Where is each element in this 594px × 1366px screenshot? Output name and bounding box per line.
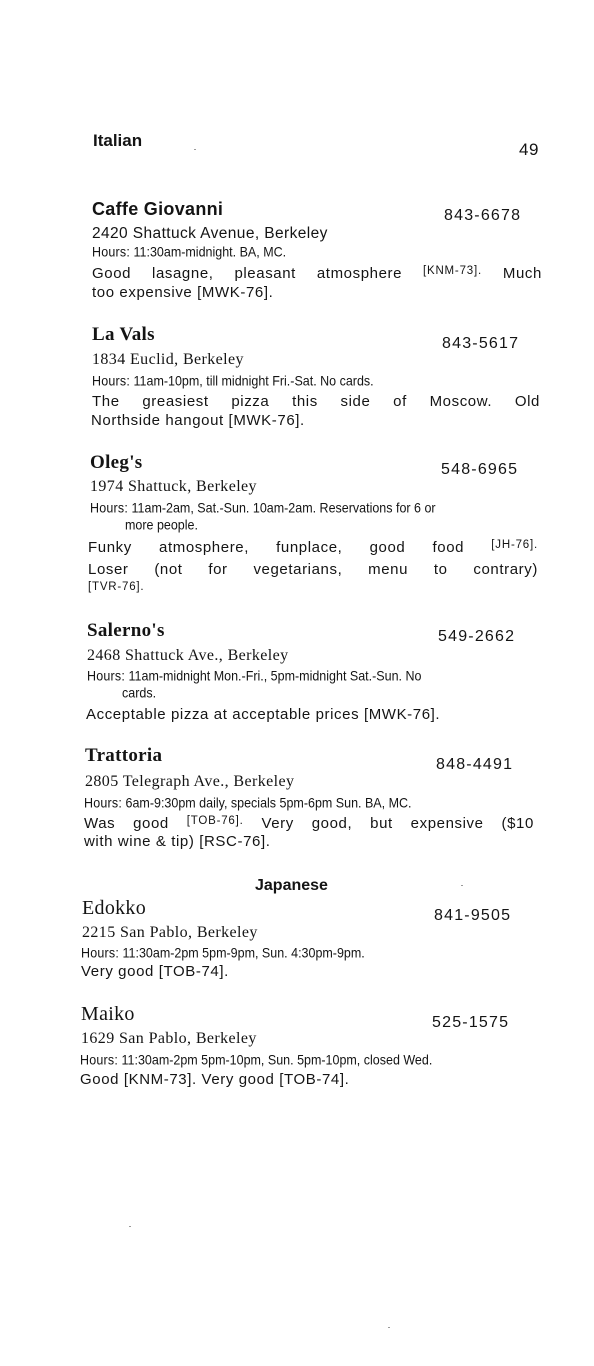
review-word: Good <box>92 265 132 282</box>
review-word: for <box>208 561 228 578</box>
review-word: funplace, <box>276 539 343 556</box>
restaurant-phone: 549-2662 <box>438 628 516 645</box>
review-word: ($10 <box>501 815 534 832</box>
restaurant-phone: 843-6678 <box>444 207 522 224</box>
review-word: vegetarians, <box>253 561 343 578</box>
review-line: Northside hangout [MWK-76]. <box>91 412 305 429</box>
review-word: side <box>340 393 371 410</box>
review-word: Was <box>84 815 116 832</box>
restaurant-phone: 548-6965 <box>441 461 519 478</box>
review-word: good, <box>311 815 353 832</box>
hours-text: 11:30am-midnight. BA, MC. <box>133 244 287 260</box>
hours-label: Hours: <box>90 500 129 516</box>
scan-speck <box>129 1226 131 1227</box>
hours-label: Hours: <box>81 945 120 961</box>
restaurant-phone: 525-1575 <box>432 1014 510 1031</box>
hours-text: 6am-9:30pm daily, specials 5pm-6pm Sun. BA, MC. <box>125 795 412 811</box>
hours-text: 11am-10pm, till midnight Fri.-Sat. No cards. <box>133 373 374 389</box>
review-word: [TOB-76]. <box>186 815 244 827</box>
review-word: [KNM-73]. <box>422 265 482 277</box>
page-number: 49 <box>519 140 539 159</box>
restaurant-hours <box>92 244 286 260</box>
restaurant-address: 1629 San Pablo, Berkeley <box>81 1030 257 1047</box>
review-word: expensive <box>410 815 484 832</box>
review-word: good <box>369 539 406 556</box>
hours-label: Hours: <box>87 668 126 684</box>
review-word: [JH-76]. <box>491 539 538 551</box>
review-word: atmosphere <box>316 265 403 282</box>
hours-text: 11:30am-2pm 5pm-9pm, Sun. 4:30pm-9pm. <box>122 945 365 961</box>
review-word: of <box>393 393 407 410</box>
restaurant-address: 2215 San Pablo, Berkeley <box>82 924 258 941</box>
restaurant-address: 2420 Shattuck Avenue, Berkeley <box>92 225 328 242</box>
review-line: Acceptable pizza at acceptable prices [MWK-76]. <box>86 706 441 723</box>
review-word: Very <box>261 815 294 832</box>
review-line <box>88 561 538 578</box>
restaurant-name: Maiko <box>81 1003 135 1025</box>
restaurant-address: 2468 Shattuck Ave., Berkeley <box>87 647 289 664</box>
review-word: pizza <box>231 393 270 410</box>
review-word: this <box>292 393 318 410</box>
restaurant-address: 2805 Telegraph Ave., Berkeley <box>85 773 295 790</box>
review-word: atmosphere, <box>159 539 249 556</box>
restaurant-hours <box>92 373 374 389</box>
hours-label: Hours: <box>92 244 131 260</box>
review-word: Old <box>514 393 540 410</box>
scan-speck <box>388 1327 390 1328</box>
review-line: [TVR-76]. <box>88 581 145 593</box>
review-line <box>92 393 540 410</box>
review-line <box>84 815 534 832</box>
review-word: Moscow. <box>429 393 493 410</box>
review-word: pleasant <box>234 265 296 282</box>
review-line: Very good [TOB-74]. <box>81 963 229 980</box>
restaurant-phone: 841-9505 <box>434 907 512 924</box>
hours-continuation: cards. <box>122 685 157 701</box>
restaurant-hours <box>87 668 421 684</box>
review-line: too expensive [MWK-76]. <box>92 284 274 301</box>
review-word: Loser <box>88 561 129 578</box>
hours-text: 11am-midnight Mon.-Fri., 5pm-midnight Sat.-Sun. No <box>128 668 422 684</box>
review-line: Good [KNM-73]. Very good [TOB-74]. <box>80 1071 350 1088</box>
restaurant-address: 1974 Shattuck, Berkeley <box>90 478 257 495</box>
hours-text: 11am-2am, Sat.-Sun. 10am-2am. Reservations for 6 or <box>131 500 436 516</box>
scan-speck <box>194 149 196 150</box>
review-word: The <box>92 393 120 410</box>
review-word: contrary) <box>473 561 538 578</box>
review-word: menu <box>368 561 409 578</box>
section-heading-japanese: Japanese <box>255 877 328 894</box>
restaurant-phone: 843-5617 <box>442 335 520 352</box>
restaurant-name: La Vals <box>92 324 155 345</box>
hours-label: Hours: <box>80 1052 119 1068</box>
scan-speck <box>461 885 463 886</box>
restaurant-name: Edokko <box>82 897 147 919</box>
section-heading-italian: Italian <box>93 131 143 150</box>
restaurant-name: Trattoria <box>85 745 163 766</box>
hours-label: Hours: <box>84 795 123 811</box>
restaurant-hours <box>90 500 436 516</box>
review-word: Funky <box>88 539 132 556</box>
review-line <box>92 265 542 282</box>
review-word: greasiest <box>142 393 209 410</box>
review-word: food <box>432 539 465 556</box>
review-word: (not <box>154 561 183 578</box>
review-line: with wine & tip) [RSC-76]. <box>84 833 271 850</box>
restaurant-hours <box>84 795 412 811</box>
review-word: good <box>133 815 169 832</box>
restaurant-name: Caffe Giovanni <box>92 199 224 219</box>
review-word: but <box>370 815 393 832</box>
restaurant-phone: 848-4491 <box>436 756 514 773</box>
restaurant-hours <box>81 945 365 961</box>
hours-text: 11:30am-2pm 5pm-10pm, Sun. 5pm-10pm, closed Wed. <box>121 1052 433 1068</box>
review-line <box>88 539 538 556</box>
review-word: Much <box>502 265 542 282</box>
restaurant-hours <box>80 1052 432 1068</box>
hours-continuation: more people. <box>125 517 198 533</box>
review-word: lasagne, <box>152 265 214 282</box>
restaurant-address: 1834 Euclid, Berkeley <box>92 351 244 368</box>
hours-label: Hours: <box>92 373 131 389</box>
restaurant-name: Salerno's <box>87 620 165 641</box>
restaurant-name: Oleg's <box>90 452 143 473</box>
review-word: to <box>433 561 448 578</box>
